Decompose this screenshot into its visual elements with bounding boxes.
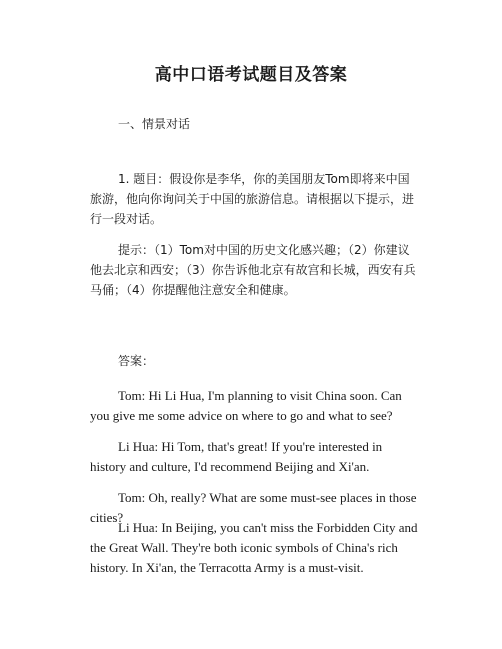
dialogue-line: Tom: Hi Li Hua, I'm planning to visit China soon. Can you give me some advice on where to go and what to see? (90, 388, 402, 423)
question-text: 1. 题目：假设你是李华，你的美国朋友Tom即将来中国旅游，他向你询问关于中国的旅游信息。请根据以下提示，进行一段对话。 (90, 172, 415, 226)
document-title: 高中口语考试题目及答案 (154, 65, 348, 85)
dialogue-line: Tom: Oh, really? What are some must-see places in those cities? (90, 490, 417, 525)
section-heading: 一、情景对话 (118, 117, 191, 131)
answer-label: 答案： (118, 354, 155, 368)
dialogue-line: Li Hua: Hi Tom, that's great! If you're interested in history and culture, I'd recommend Beijing and Xi'an. (90, 439, 383, 474)
hints-text: 提示：（1）Tom对中国的历史文化感兴趣；（2）你建议他去北京和西安；（3）你告诉他北京有故宫和长城，西安有兵马俑；（4）你提醒他注意安全和健康。 (90, 243, 416, 297)
dialogue-line: Li Hua: In Beijing, you can't miss the Forbidden City and the Great Wall. They're both iconic symbols of China's rich history. In Xi'an, the Terracotta Army is a must-visit. (90, 520, 418, 575)
